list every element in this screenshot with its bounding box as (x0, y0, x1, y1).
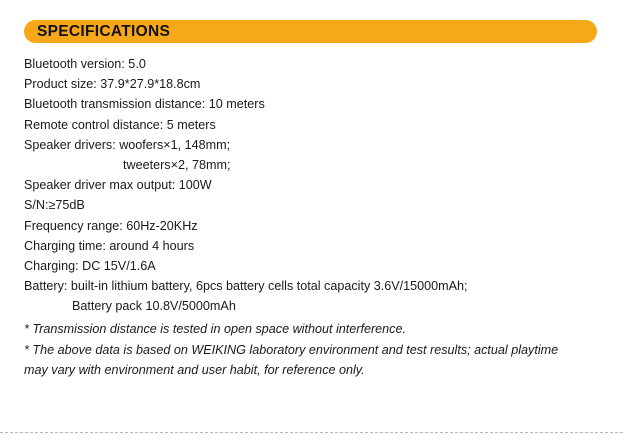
spec-frequency-range: Frequency range: 60Hz-20KHz (24, 218, 198, 233)
section-title: SPECIFICATIONS (37, 23, 171, 40)
spec-speaker-drivers-tweeters: tweeters×2, 78mm; (123, 157, 231, 172)
spec-signal-noise: S/N:≥75dB (24, 198, 85, 213)
spec-max-output: Speaker driver max output: 100W (24, 178, 212, 193)
spec-list (24, 54, 614, 316)
spec-transmission-distance: Bluetooth transmission distance: 10 meters (24, 97, 265, 112)
spec-battery-cells: Battery: built-in lithium battery, 6pcs battery cells total capacity 3.6V/15000mAh; (24, 279, 468, 294)
spec-bluetooth-version: Bluetooth version: 5.0 (24, 57, 146, 71)
spec-remote-distance: Remote control distance: 5 meters (24, 117, 216, 132)
specifications-header (24, 20, 597, 43)
spec-speaker-drivers-woofers: Speaker drivers: woofers×1, 148mm; (24, 137, 231, 152)
spec-product-size: Product size: 37.9*27.9*18.8cm (24, 77, 201, 92)
bottom-divider (0, 432, 623, 433)
footnotes (24, 319, 609, 381)
spec-charging-input: Charging: DC 15V/1.6A (24, 258, 156, 273)
footnote-lab-data-continued: may vary with environment and user habit, for reference only. (24, 363, 365, 377)
footnote-transmission: * Transmission distance is tested in open space without interference. (24, 322, 406, 336)
spec-battery-pack: Battery pack 10.8V/5000mAh (72, 299, 236, 314)
spec-charging-time: Charging time: around 4 hours (24, 238, 195, 253)
footnote-lab-data: * The above data is based on WEIKING laboratory environment and test results; actual playtime (24, 342, 559, 357)
